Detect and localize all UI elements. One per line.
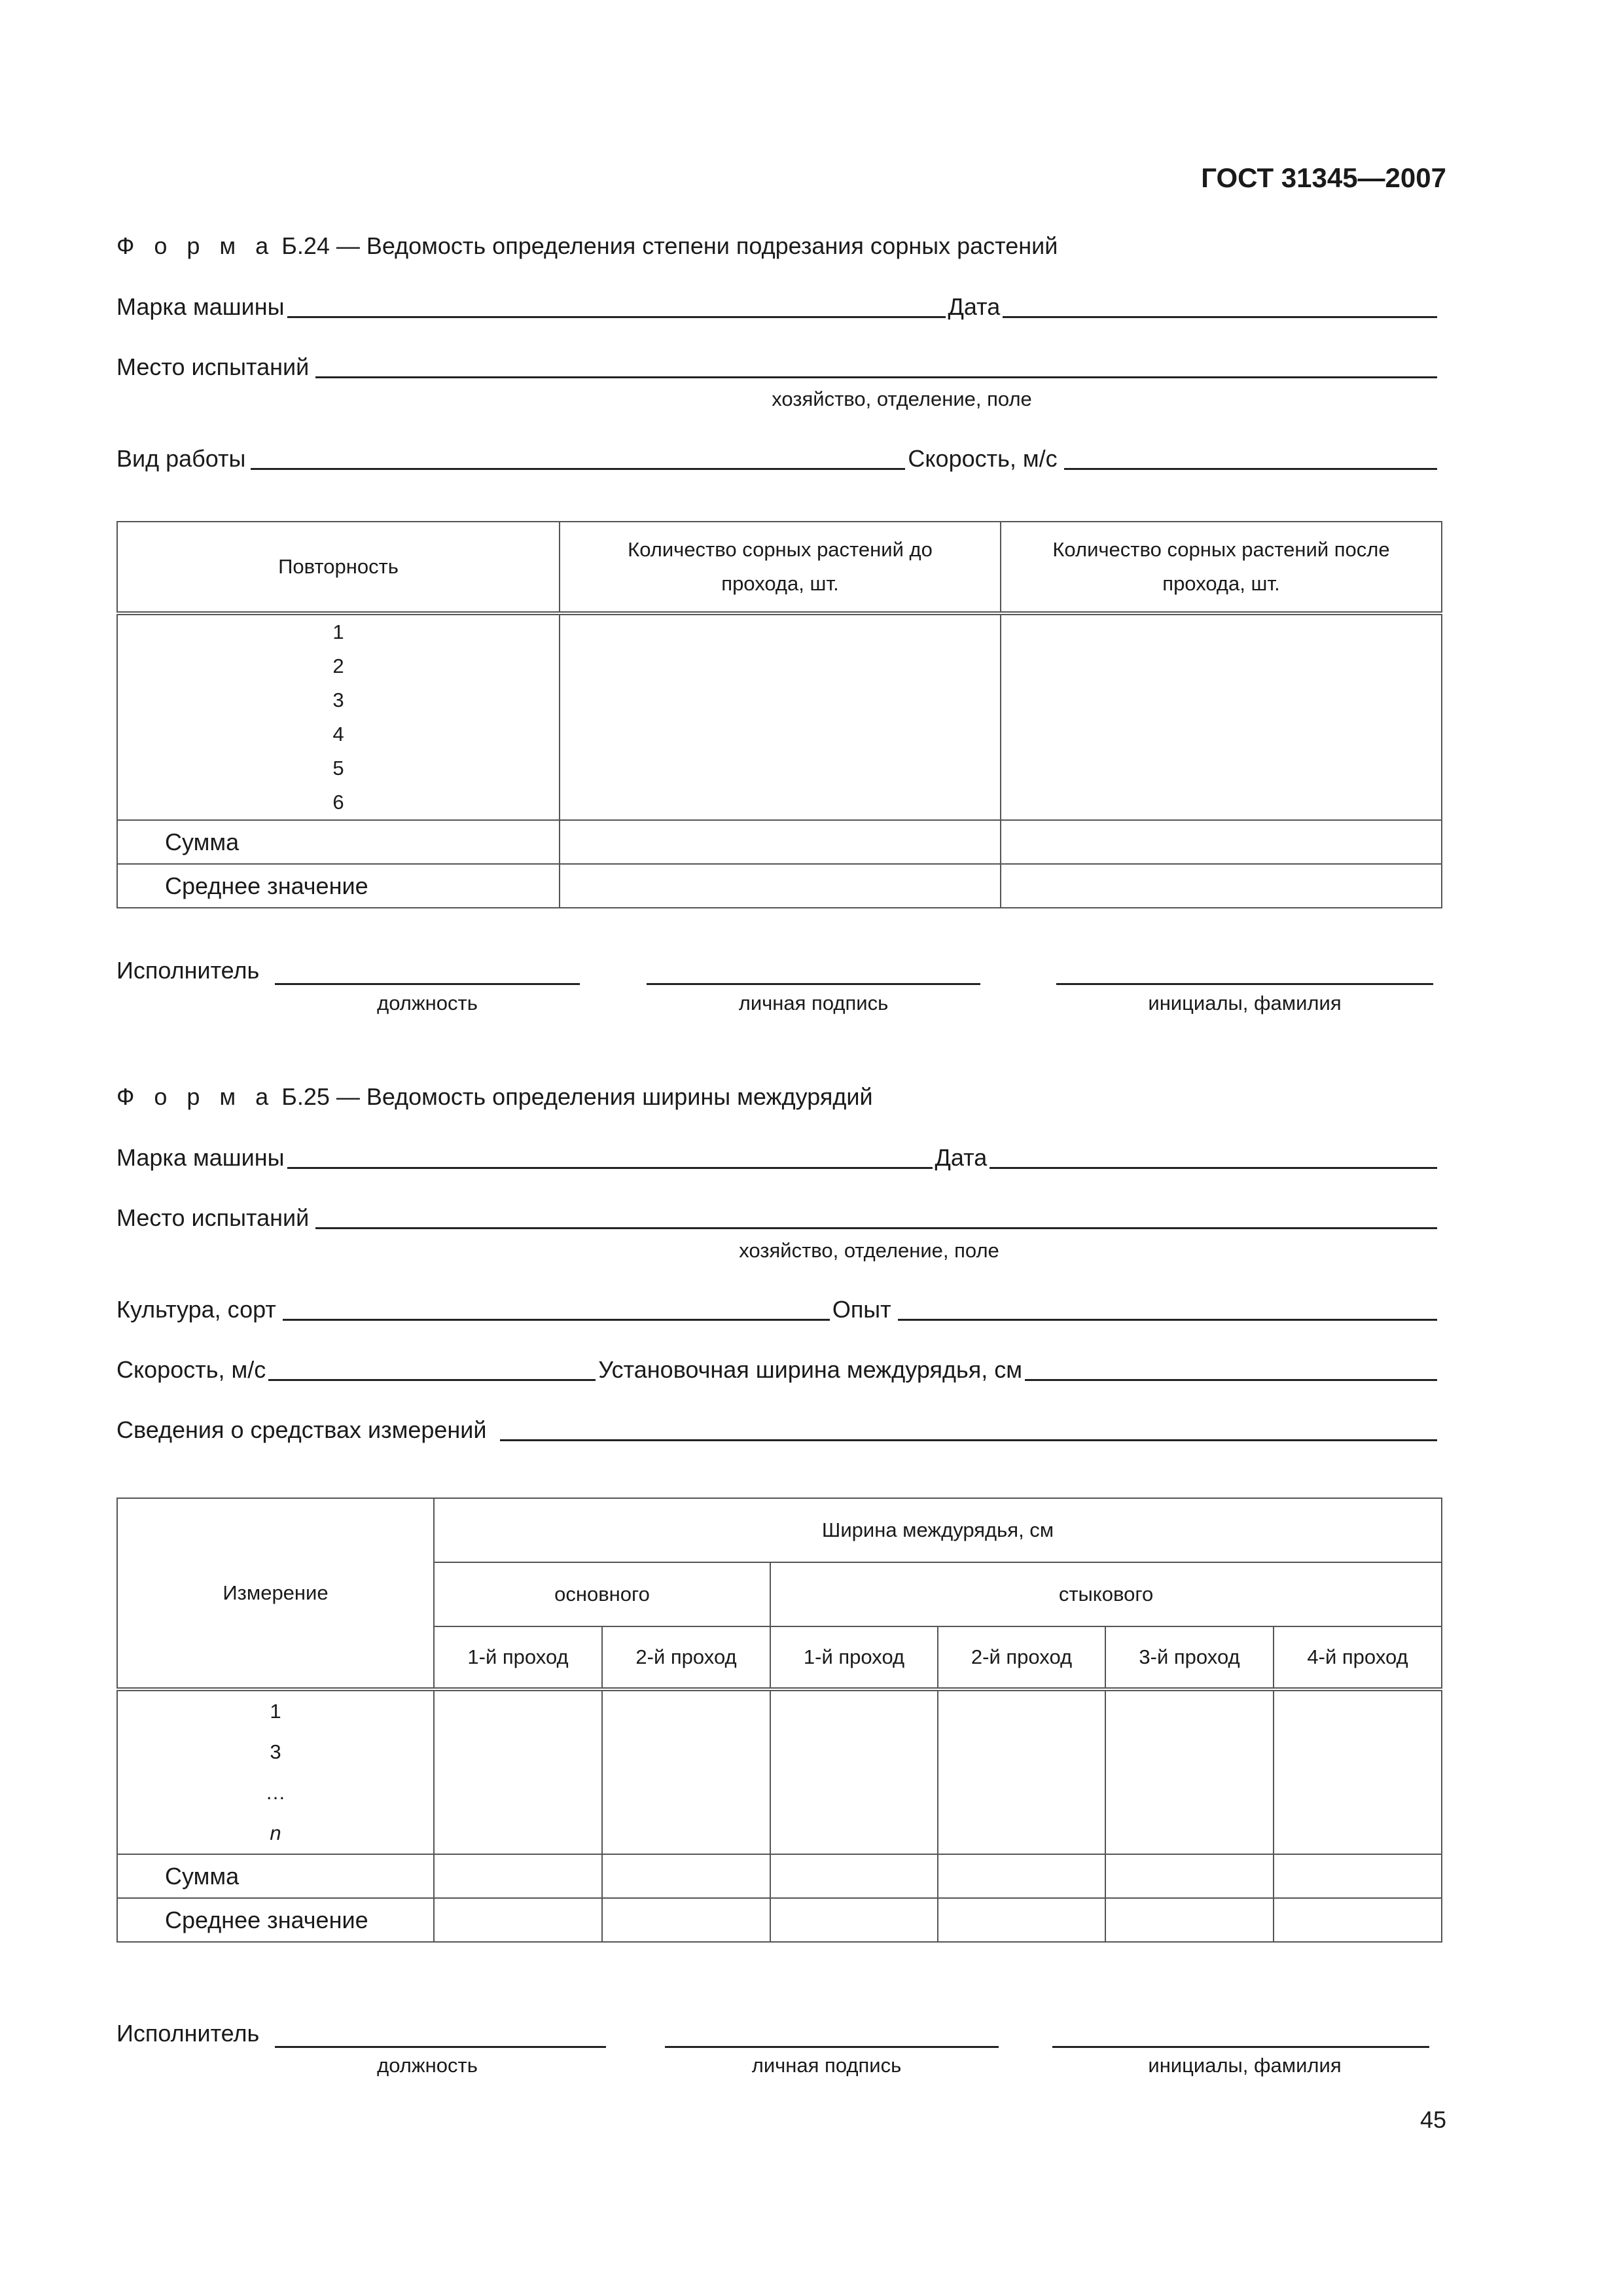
form24-avg-before[interactable] xyxy=(560,864,1001,908)
form24-sum-before[interactable] xyxy=(560,820,1001,864)
form25-pass-header: 1-й проход xyxy=(434,1626,602,1689)
form24-title-text: Б.24 — Ведомость определения степени подрезания сорных растений xyxy=(281,232,1058,259)
form25-caption-position: должность xyxy=(377,2054,478,2077)
list-item: 6 xyxy=(332,791,344,814)
form25-crop-label: Культура, сорт xyxy=(116,1296,276,1323)
list-item: 1 xyxy=(270,1700,281,1723)
list-item: 1 xyxy=(332,620,344,643)
form24-title xyxy=(116,232,1058,260)
form25-data-cell[interactable] xyxy=(602,1689,770,1854)
form24-place-line xyxy=(116,350,1440,382)
form25-title-prefix: Ф о р м а xyxy=(116,1083,276,1110)
list-item: 4 xyxy=(332,723,344,745)
form25-place-caption: хозяйство, отделение, поле xyxy=(739,1239,999,1262)
form25-set-width-label: Установочная ширина междурядья, см xyxy=(598,1356,1022,1383)
form25-measure-numbers xyxy=(117,1689,434,1854)
form24-machine-date-line xyxy=(116,289,1440,322)
form25-position-field[interactable] xyxy=(275,2046,606,2048)
form24-place-caption: хозяйство, отделение, поле xyxy=(772,387,1032,410)
form25-experiment-label: Опыт xyxy=(832,1296,891,1323)
form24-work-label: Вид работы xyxy=(116,445,246,472)
form25-data-cell[interactable] xyxy=(1274,1689,1442,1854)
form25-avg-label: Среднее значение xyxy=(117,1898,434,1942)
form25-experiment-field[interactable] xyxy=(898,1295,1437,1321)
form24-sum-after[interactable] xyxy=(1001,820,1442,864)
form24-speed-field[interactable] xyxy=(1064,444,1437,470)
form24-col-repeat: Повторность xyxy=(117,522,560,613)
form24-machine-label: Марка машины xyxy=(116,293,285,320)
form24-caption-name: инициалы, фамилия xyxy=(1148,992,1342,1014)
form25-data-cell[interactable] xyxy=(1105,1689,1274,1854)
form25-col-main: основного xyxy=(434,1562,770,1626)
form25-set-width-field[interactable] xyxy=(1025,1355,1437,1381)
form25-crop-experiment-line xyxy=(116,1292,1440,1325)
list-item: 5 xyxy=(332,757,344,780)
form25-avg-cell[interactable] xyxy=(770,1898,938,1942)
form24-caption-position: должность xyxy=(377,992,478,1014)
form25-sum-cell[interactable] xyxy=(602,1854,770,1898)
form25-sum-cell[interactable] xyxy=(770,1854,938,1898)
form25-table xyxy=(116,1498,1442,1943)
form25-date-label: Дата xyxy=(935,1144,988,1171)
form25-pass-header: 1-й проход xyxy=(770,1626,938,1689)
form24-sum-label: Сумма xyxy=(117,820,560,864)
form25-pass-header: 4-й проход xyxy=(1274,1626,1442,1689)
form25-executor-label: Исполнитель xyxy=(116,2020,260,2047)
form24-machine-field[interactable] xyxy=(287,293,946,318)
list-item: n xyxy=(270,1821,281,1844)
form25-machine-date-line xyxy=(116,1140,1440,1173)
form25-data-cell[interactable] xyxy=(938,1689,1105,1854)
form25-speed-label: Скорость, м/с xyxy=(116,1356,266,1383)
form25-avg-cell[interactable] xyxy=(938,1898,1105,1942)
form25-sum-cell[interactable] xyxy=(1105,1854,1274,1898)
form24-speed-label: Скорость, м/с xyxy=(908,445,1058,472)
form25-date-field[interactable] xyxy=(990,1143,1437,1169)
form25-caption-signature: личная подпись xyxy=(751,2054,902,2077)
form25-pass-header: 3-й проход xyxy=(1105,1626,1274,1689)
form24-date-label: Дата xyxy=(948,293,1001,320)
form25-title-text: Б.25 — Ведомость определения ширины междурядий xyxy=(281,1083,873,1110)
form24-avg-after[interactable] xyxy=(1001,864,1442,908)
form24-work-field[interactable] xyxy=(251,444,905,470)
form24-executor-label: Исполнитель xyxy=(116,957,260,984)
form25-data-cell[interactable] xyxy=(770,1689,938,1854)
form25-instruments-line xyxy=(116,1412,1440,1445)
form25-avg-cell[interactable] xyxy=(434,1898,602,1942)
form25-place-line xyxy=(116,1200,1440,1233)
form24-col-after: Количество сорных растений после прохода, шт. xyxy=(1001,522,1442,613)
form25-sum-cell[interactable] xyxy=(434,1854,602,1898)
form25-machine-label: Марка машины xyxy=(116,1144,285,1171)
form25-instruments-label: Сведения о средствах измерений xyxy=(116,1416,487,1443)
form25-col-measure: Измерение xyxy=(117,1498,434,1689)
form25-pass-header: 2-й проход xyxy=(602,1626,770,1689)
form24-name-field[interactable] xyxy=(1056,983,1433,985)
form25-col-width: Ширина междурядья, см xyxy=(434,1498,1442,1562)
form25-place-label: Место испытаний xyxy=(116,1204,310,1231)
form25-instruments-field[interactable] xyxy=(500,1416,1437,1441)
form25-avg-cell[interactable] xyxy=(1105,1898,1274,1942)
form25-speed-field[interactable] xyxy=(268,1355,596,1381)
form24-before-cell[interactable] xyxy=(560,613,1001,820)
form25-avg-cell[interactable] xyxy=(602,1898,770,1942)
form25-sum-cell[interactable] xyxy=(1274,1854,1442,1898)
list-item: … xyxy=(265,1781,286,1804)
list-item: 3 xyxy=(332,689,344,711)
form24-after-cell[interactable] xyxy=(1001,613,1442,820)
form25-crop-field[interactable] xyxy=(283,1295,830,1321)
form25-data-cell[interactable] xyxy=(434,1689,602,1854)
form24-place-field[interactable] xyxy=(315,353,1437,378)
list-item: 3 xyxy=(270,1740,281,1763)
form25-avg-cell[interactable] xyxy=(1274,1898,1442,1942)
form25-sum-cell[interactable] xyxy=(938,1854,1105,1898)
form24-table xyxy=(116,521,1442,908)
form24-place-label: Место испытаний xyxy=(116,353,310,380)
form24-col-before: Количество сорных растений до прохода, шт. xyxy=(560,522,1001,613)
form24-repeat-numbers xyxy=(117,613,560,820)
form25-title xyxy=(116,1083,873,1111)
form24-title-prefix: Ф о р м а xyxy=(116,232,276,259)
standard-designation: ГОСТ 31345—2007 xyxy=(1201,162,1446,193)
form25-name-field[interactable] xyxy=(1052,2046,1429,2048)
form25-caption-name: инициалы, фамилия xyxy=(1148,2054,1342,2077)
list-item: 2 xyxy=(332,655,344,677)
form24-work-speed-line xyxy=(116,441,1440,474)
form25-signature-field[interactable] xyxy=(665,2046,999,2048)
form24-date-field[interactable] xyxy=(1003,293,1437,318)
form25-place-field[interactable] xyxy=(315,1204,1437,1229)
page-number: 45 xyxy=(1419,2106,1446,2133)
form24-position-field[interactable] xyxy=(275,983,580,985)
form25-speed-width-line xyxy=(116,1352,1440,1385)
form25-sum-label: Сумма xyxy=(117,1854,434,1898)
form24-signature-field[interactable] xyxy=(647,983,980,985)
form25-col-joint: стыкового xyxy=(770,1562,1442,1626)
form25-pass-header: 2-й проход xyxy=(938,1626,1105,1689)
form24-avg-label: Среднее значение xyxy=(117,864,560,908)
form24-caption-signature: личная подпись xyxy=(738,992,889,1014)
form25-machine-field[interactable] xyxy=(287,1143,933,1169)
